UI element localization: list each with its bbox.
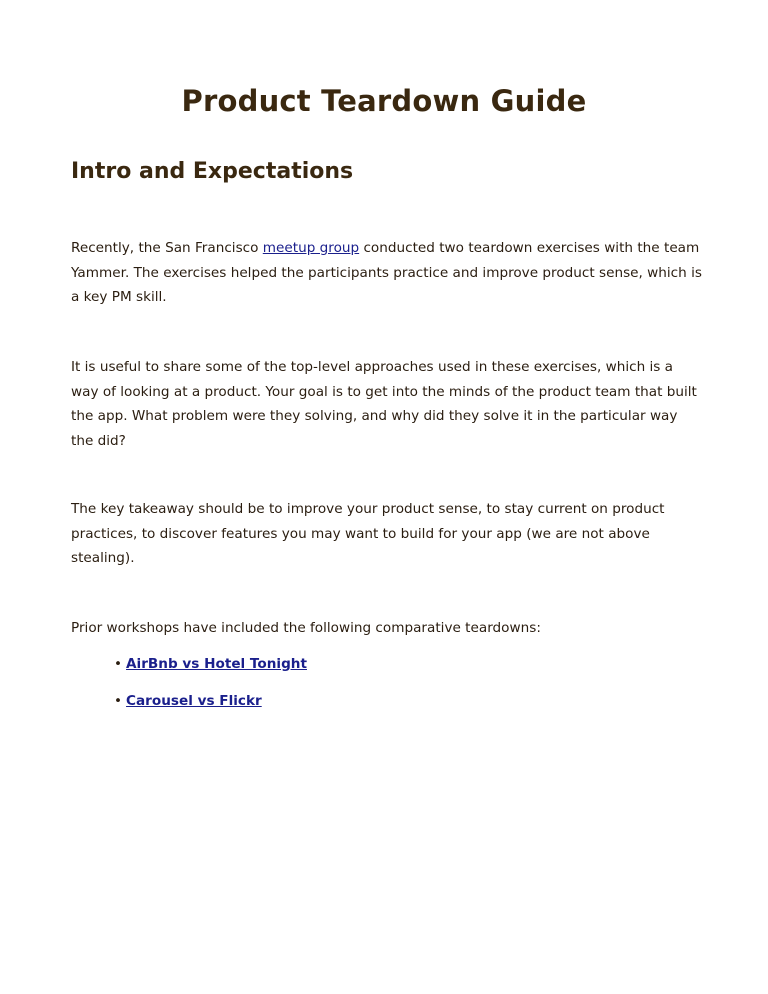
bullet-icon: •	[114, 693, 123, 709]
list-item	[114, 691, 307, 728]
teardown-link-carousel[interactable]: Carousel vs Flickr	[126, 693, 262, 709]
paragraph-intro-text-start: Recently, the San Francisco	[71, 240, 263, 256]
paragraph-intro-text-end: conducted two teardown exercises with the team Yammer. The exercises helped the participants practice and improve product sense, which is a key PM skill.	[71, 240, 702, 306]
document-title: Product Teardown Guide	[181, 84, 587, 118]
paragraph-prior-workshops: Prior workshops have included the following comparative teardowns:	[71, 620, 541, 636]
bullet-icon: •	[114, 656, 123, 672]
list-item	[114, 654, 307, 691]
teardown-list	[114, 654, 307, 728]
teardown-link-airbnb[interactable]: AirBnb vs Hotel Tonight	[126, 656, 307, 672]
section-heading: Intro and Expectations	[71, 159, 354, 184]
meetup-group-link[interactable]: meetup group	[262, 240, 360, 256]
paragraph-approach: It is useful to share some of the top-level approaches used in these exercises, which is a way of looking at a product. Your goal is to get into the minds of the product team that built the app. What problem were they solving, and why did they solve it in the particular way the did?	[71, 359, 697, 449]
paragraph-intro	[71, 236, 711, 310]
paragraph-takeaway: The key takeaway should be to improve your product sense, to stay current on product practices, to discover features you may want to build for your app (we are not above stealing).	[71, 501, 665, 567]
